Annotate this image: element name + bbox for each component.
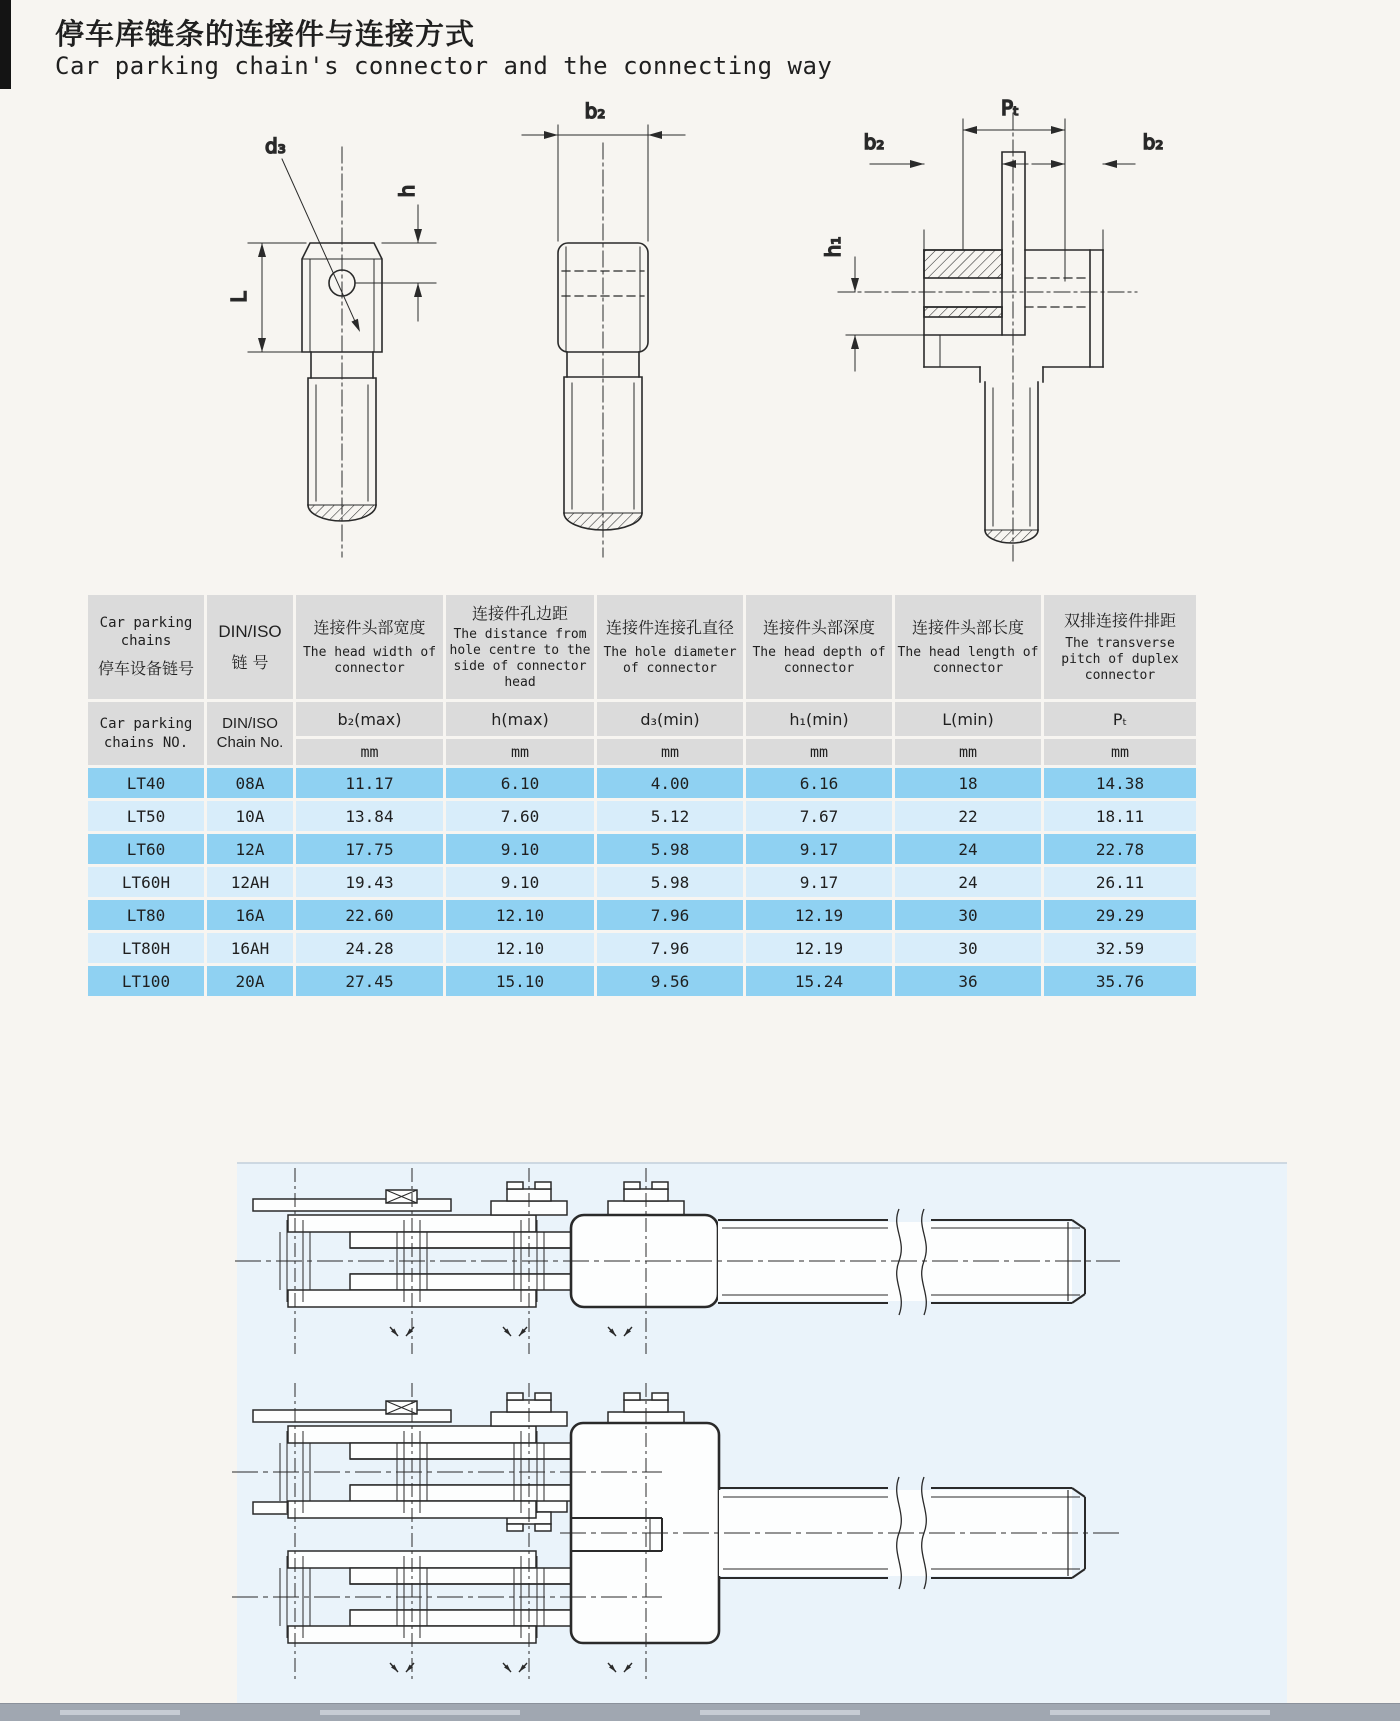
unit-mm: mm [895, 739, 1041, 765]
subheader-chain-no: DIN/ISO Chain No. [207, 702, 293, 765]
dim-label-b2-left: b₂ [863, 130, 885, 154]
cell-h: 12.10 [446, 933, 594, 963]
unit-mm: mm [597, 739, 743, 765]
cell-L: 30 [895, 900, 1041, 930]
cell-L: 30 [895, 933, 1041, 963]
cell-model: LT50 [88, 801, 204, 831]
cell-pt: 32.59 [1044, 933, 1196, 963]
symbol-L: L(min) [895, 702, 1041, 736]
dim-label-pt: Pₜ [1001, 96, 1019, 120]
table-row [88, 768, 1196, 798]
cell-h: 9.10 [446, 834, 594, 864]
cell-model: LT60 [88, 834, 204, 864]
unit-mm: mm [1044, 739, 1196, 765]
cell-h1: 12.19 [746, 933, 892, 963]
cell-d3: 7.96 [597, 933, 743, 963]
cell-pt: 14.38 [1044, 768, 1196, 798]
drawing-connector-front-view [522, 99, 685, 557]
cell-model: LT80 [88, 900, 204, 930]
cell-chain-no: 20A [207, 966, 293, 996]
symbol-pt: Pₜ [1044, 702, 1196, 736]
chain-connection-drawings [200, 1070, 1400, 1710]
cell-h1: 6.16 [746, 768, 892, 798]
table-row [88, 867, 1196, 897]
cell-chain-no: 12AH [207, 867, 293, 897]
table-row [88, 933, 1196, 963]
cell-model: LT40 [88, 768, 204, 798]
table-row [88, 900, 1196, 930]
cell-h1: 9.17 [746, 834, 892, 864]
cell-h1: 9.17 [746, 867, 892, 897]
dim-label-b2-right: b₂ [1142, 130, 1164, 154]
cell-b2: 17.75 [296, 834, 443, 864]
connector-dimension-drawings [170, 85, 1250, 580]
dim-label-d3: d₃ [265, 134, 286, 158]
cell-L: 24 [895, 867, 1041, 897]
drawing-connector-side-view [227, 134, 436, 557]
drawing-duplex-connector-section [821, 96, 1163, 563]
cell-pt: 22.78 [1044, 834, 1196, 864]
cell-model: LT80H [88, 933, 204, 963]
cell-pt: 18.11 [1044, 801, 1196, 831]
dim-label-h: h [395, 184, 419, 198]
cell-h: 12.10 [446, 900, 594, 930]
unit-mm: mm [446, 739, 594, 765]
symbol-b2: b₂(max) [296, 702, 443, 736]
cell-pt: 29.29 [1044, 900, 1196, 930]
page-title-en: Car parking chain's connector and the connecting way [55, 52, 833, 80]
cell-model: LT100 [88, 966, 204, 996]
cell-b2: 24.28 [296, 933, 443, 963]
cell-L: 24 [895, 834, 1041, 864]
cell-chain-no: 16AH [207, 933, 293, 963]
subheader-model: Car parking chains NO. [88, 702, 204, 765]
cell-chain-no: 10A [207, 801, 293, 831]
table-row [88, 834, 1196, 864]
cell-d3: 5.98 [597, 867, 743, 897]
cell-chain-no: 12A [207, 834, 293, 864]
header-hole-diameter: 连接件连接孔直径 The hole diameter of connector [597, 595, 743, 699]
cell-b2: 13.84 [296, 801, 443, 831]
cell-h1: 7.67 [746, 801, 892, 831]
cell-pt: 35.76 [1044, 966, 1196, 996]
header-din-iso: DIN/ISO 链 号 [207, 595, 293, 699]
header-head-width: 连接件头部宽度 The head width of connector [296, 595, 443, 699]
cell-b2: 19.43 [296, 867, 443, 897]
header-transverse-pitch: 双排连接件排距 The transverse pitch of duplex connector [1044, 595, 1196, 699]
cell-d3: 7.96 [597, 900, 743, 930]
symbol-h1: h₁(min) [746, 702, 892, 736]
cell-d3: 5.98 [597, 834, 743, 864]
cell-b2: 27.45 [296, 966, 443, 996]
cell-b2: 22.60 [296, 900, 443, 930]
dim-label-h1: h₁ [821, 236, 845, 258]
cell-L: 22 [895, 801, 1041, 831]
header-hole-edge-distance: 连接件孔边距 The distance from hole centre to the side of connector head [446, 595, 594, 699]
cell-d3: 5.12 [597, 801, 743, 831]
page-edge-strip [0, 1703, 1400, 1721]
cell-h: 15.10 [446, 966, 594, 996]
cell-pt: 26.11 [1044, 867, 1196, 897]
cell-b2: 11.17 [296, 768, 443, 798]
cell-model: LT60H [88, 867, 204, 897]
table-row [88, 801, 1196, 831]
cell-L: 18 [895, 768, 1041, 798]
header-head-depth: 连接件头部深度 The head depth of connector [746, 595, 892, 699]
dim-label-b2: b₂ [584, 99, 606, 123]
cell-h: 6.10 [446, 768, 594, 798]
cell-chain-no: 16A [207, 900, 293, 930]
chain-connector-spec-table [85, 592, 1199, 999]
cell-d3: 4.00 [597, 768, 743, 798]
cell-h1: 15.24 [746, 966, 892, 996]
cell-d3: 9.56 [597, 966, 743, 996]
unit-mm: mm [746, 739, 892, 765]
header-row-main [88, 595, 1196, 699]
table-row [88, 966, 1196, 996]
page-corner-bar [0, 0, 11, 89]
cell-L: 36 [895, 966, 1041, 996]
symbol-d3: d₃(min) [597, 702, 743, 736]
header-row-symbols [88, 702, 1196, 736]
cell-h: 9.10 [446, 867, 594, 897]
page-title-zh: 停车库链条的连接件与连接方式 [55, 17, 476, 51]
dim-label-L: L [227, 291, 251, 303]
cell-h1: 12.19 [746, 900, 892, 930]
cell-h: 7.60 [446, 801, 594, 831]
unit-mm: mm [296, 739, 443, 765]
header-car-parking-chains: Car parking chains 停车设备链号 [88, 595, 204, 699]
header-head-length: 连接件头部长度 The head length of connector [895, 595, 1041, 699]
cell-chain-no: 08A [207, 768, 293, 798]
symbol-h: h(max) [446, 702, 594, 736]
